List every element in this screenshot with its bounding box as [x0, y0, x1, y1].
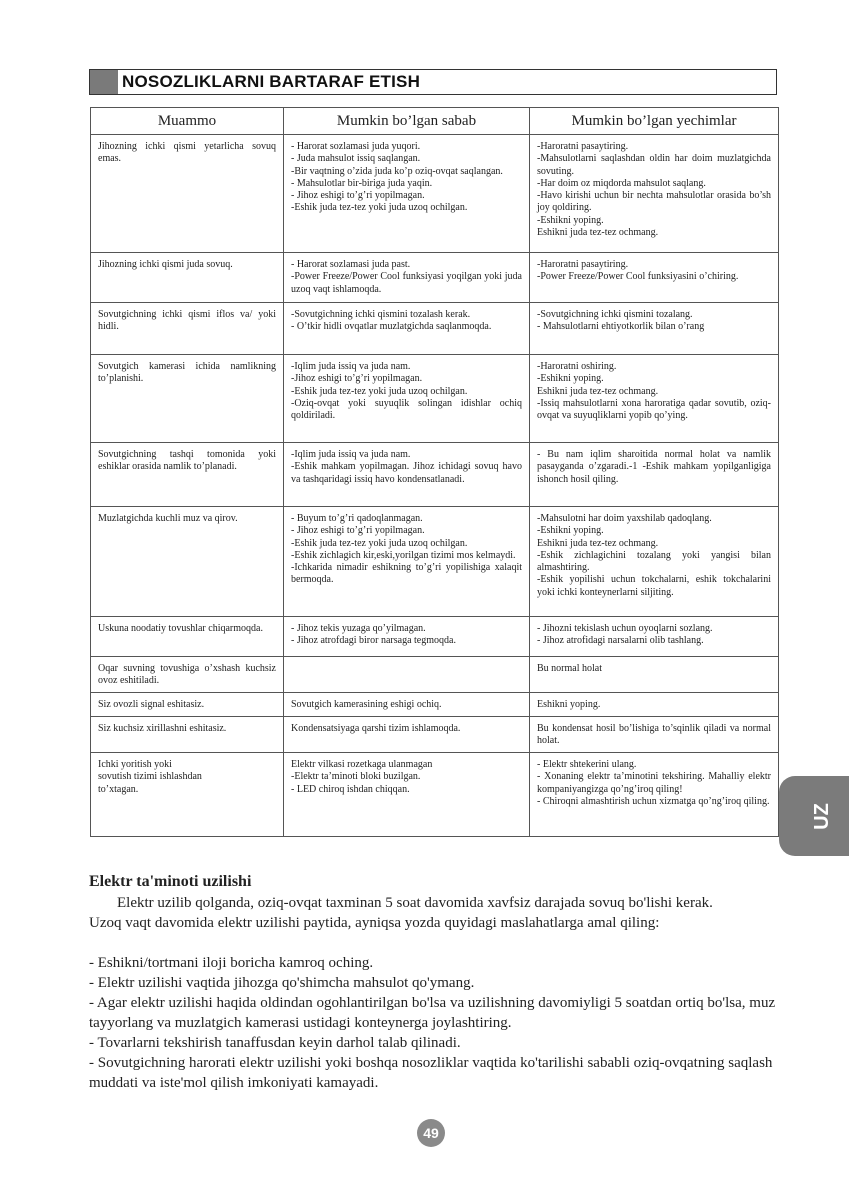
table-row — [91, 443, 779, 507]
table-row — [91, 693, 779, 717]
table-row — [91, 657, 779, 693]
power-outage-section — [89, 872, 779, 1093]
problem-cell: Muzlatgichda kuchli muz va qirov. — [91, 507, 284, 617]
solution-cell: - Jihozni tekislash uchun oyoqlarni sozlang. - Jihoz atrofidagi narsalarni olib tashlang. — [530, 617, 779, 657]
solution-cell: -Mahsulotni har doim yaxshilab qadoqlang. -Eshikni yoping. Eshikni juda tez-tez ochmang. -Eshik zichlagichini tozalang yoki yangisi bilan almashtiring. -Eshik yopilishi uchun tokchalarni, eshik tokchalarini yoki ichki konteynerlarni siljiting. — [530, 507, 779, 617]
column-header-solution: Mumkin bo’lgan yechimlar — [530, 108, 779, 135]
problem-cell: Jihozning ichki qismi yetarlicha sovuq emas. — [91, 135, 284, 253]
cause-cell: - Harorat sozlamasi juda yuqori. - Juda mahsulot issiq saqlangan. -Bir vaqtning o’zida juda ko’p oziq-ovqat saqlangan. - Mahsulotlar bir-biriga juda yaqin. - Jihoz eshigi to’g’ri yopilmagan. -Eshik juda tez-tez yoki juda uzoq ochilgan. — [284, 135, 530, 253]
solution-cell: -Sovutgichning ichki qismini tozalang. - Mahsulotlarni ehtiyotkorlik bilan o’rang — [530, 303, 779, 355]
problem-cell: Sovutgich kamerasi ichida namlikning to’planishi. — [91, 355, 284, 443]
cause-cell: - Buyum to’g’ri qadoqlanmagan. - Jihoz eshigi to’g’ri yopilmagan. -Eshik juda tez-tez yoki juda uzoq ochilgan. -Eshik zichlagich kir,eski,yorilgan tizimi mos kelmaydi. -Ichkarida nimadir eshikning to’g’ri yopilishiga xalaqit bermoqda. — [284, 507, 530, 617]
intro-paragraph: Elektr uzilib qolganda, oziq-ovqat taxminan 5 soat davomida xavfsiz darajada sovuq bo'lishi kerak. — [117, 895, 713, 911]
problem-cell: Siz kuchsiz xirillashni eshitasiz. — [91, 717, 284, 753]
tip-item: - Sovutgichning harorati elektr uzilishi yoki boshqa nosozliklar vaqtida ko'tarilishi sababli oziq-ovqatning saqlash muddati va iste'mol qilish imkoniyati kamayadi. — [89, 1055, 773, 1091]
intro-paragraph: Uzoq vaqt davomida elektr uzilishi paytida, ayniqsa yozda quyidagi maslahatlarga amal qiling: — [89, 915, 660, 931]
table-row — [91, 355, 779, 443]
problem-cell: Jihozning ichki qismi juda sovuq. — [91, 253, 284, 303]
table-row — [91, 303, 779, 355]
paragraph-gap — [89, 933, 779, 953]
problem-cell: Ichki yoritish yoki sovutish tizimi ishlashdan to’xtagan. — [91, 753, 284, 837]
solution-cell: Bu normal holat — [530, 657, 779, 693]
section-title-bar — [89, 69, 777, 95]
cause-cell: -Iqlim juda issiq va juda nam. -Eshik mahkam yopilmagan. Jihoz ichidagi sovuq havo va tashqaridagi issiq havo kondensatlanadi. — [284, 443, 530, 507]
table-row — [91, 717, 779, 753]
language-tab-label: UZ — [810, 802, 833, 830]
problem-cell: Sovutgichning tashqi tomonida yoki eshiklar orasida namlik to’planadi. — [91, 443, 284, 507]
table-row — [91, 253, 779, 303]
table-row — [91, 135, 779, 253]
solution-cell: Bu kondensat hosil bo’lishiga to’sqinlik qiladi va normal holat. — [530, 717, 779, 753]
cause-cell: -Sovutgichning ichki qismini tozalash kerak. - O’tkir hidli ovqatlar muzlatgichda saqlanmoqda. — [284, 303, 530, 355]
title-marker-block — [90, 70, 118, 94]
power-outage-heading: Elektr ta'minoti uzilishi — [89, 873, 252, 890]
column-header-problem: Muammo — [91, 108, 284, 135]
table-header-row — [91, 108, 779, 135]
tip-item: - Elektr uzilishi vaqtida jihozga qo'shimcha mahsulot qo'ymang. — [89, 975, 475, 991]
cause-cell: Elektr vilkasi rozetkaga ulanmagan -Elektr ta’minoti bloki buzilgan. - LED chiroq ishdan chiqqan. — [284, 753, 530, 837]
solution-cell: -Haroratni pasaytiring. -Mahsulotlarni saqlashdan oldin har doim muzlatgichda sovuting. -Har doim oz miqdorda mahsulot saqlang. -Havo kirishi uchun bir nechta mahsulotlar orasida bo’sh joy qoldiring. -Eshikni yoping. Eshikni juda tez-tez ochmang. — [530, 135, 779, 253]
language-side-tab — [779, 776, 849, 856]
solution-cell: - Bu nam iqlim sharoitida normal holat va namlik pasayganda o’zgaradi.-1 -Eshik mahkam yopilganligiga ishonch hosil qiling. — [530, 443, 779, 507]
solution-cell: -Haroratni pasaytiring. -Power Freeze/Power Cool funksiyasini o’chiring. — [530, 253, 779, 303]
table-row — [91, 617, 779, 657]
problem-cell: Oqar suvning tovushiga o’xshash kuchsiz ovoz eshitiladi. — [91, 657, 284, 693]
cause-cell: -Iqlim juda issiq va juda nam. -Jihoz eshigi to’g’ri yopilmagan. -Eshik juda tez-tez yoki juda uzoq ochilgan. -Oziq-ovqat yoki suyuqlik solingan idishlar ochiq qoldiriladi. — [284, 355, 530, 443]
table-row — [91, 753, 779, 837]
cause-cell — [284, 657, 530, 693]
tip-item: - Tovarlarni tekshirish tanaffusdan keyin darhol talab qilinadi. — [89, 1035, 461, 1051]
solution-cell: - Elektr shtekerini ulang. - Xonaning elektr ta’minotini tekshiring. Mahalliy elektr kompaniyangizga qo’ng’iroq qiling! - Chiroqni almashtirish uchun xizmatga qo’ng’iroq qiling. — [530, 753, 779, 837]
column-header-cause: Mumkin bo’lgan sabab — [284, 108, 530, 135]
solution-cell: -Haroratni oshiring. -Eshikni yoping. Eshikni juda tez-tez ochmang. -Issiq mahsulotlarni xona haroratiga qadar sovutib, oziq-ovqat va suyuqliklarni yopib qo’ying. — [530, 355, 779, 443]
solution-cell: Eshikni yoping. — [530, 693, 779, 717]
cause-cell: - Harorat sozlamasi juda past. -Power Freeze/Power Cool funksiyasi yoqilgan yoki juda uzoq vaqt ishlamoqda. — [284, 253, 530, 303]
page-number-badge: 49 — [417, 1119, 445, 1147]
page-title: NOSOZLIKLARNI BARTARAF ETISH — [122, 72, 421, 91]
problem-cell: Sovutgichning ichki qismi iflos va/ yoki hidli. — [91, 303, 284, 355]
tip-item: - Agar elektr uzilishi haqida oldindan ogohlantirilgan bo'lsa va uzilishning davomiyligi 5 soatdan ortiq bo'lsa, muz tayyorlang va muzlatgich kamerasi ustidagi konteynerga joylashtiring. — [89, 995, 776, 1031]
cause-cell: Kondensatsiyaga qarshi tizim ishlamoqda. — [284, 717, 530, 753]
problem-cell: Uskuna noodatiy tovushlar chiqarmoqda. — [91, 617, 284, 657]
cause-cell: - Jihoz tekis yuzaga qo’yilmagan. - Jihoz atrofdagi biror narsaga tegmoqda. — [284, 617, 530, 657]
cause-cell: Sovutgich kamerasining eshigi ochiq. — [284, 693, 530, 717]
table-row — [91, 507, 779, 617]
troubleshooting-table — [90, 107, 779, 837]
problem-cell: Siz ovozli signal eshitasiz. — [91, 693, 284, 717]
tip-item: - Eshikni/tortmani iloji boricha kamroq oching. — [89, 955, 374, 971]
